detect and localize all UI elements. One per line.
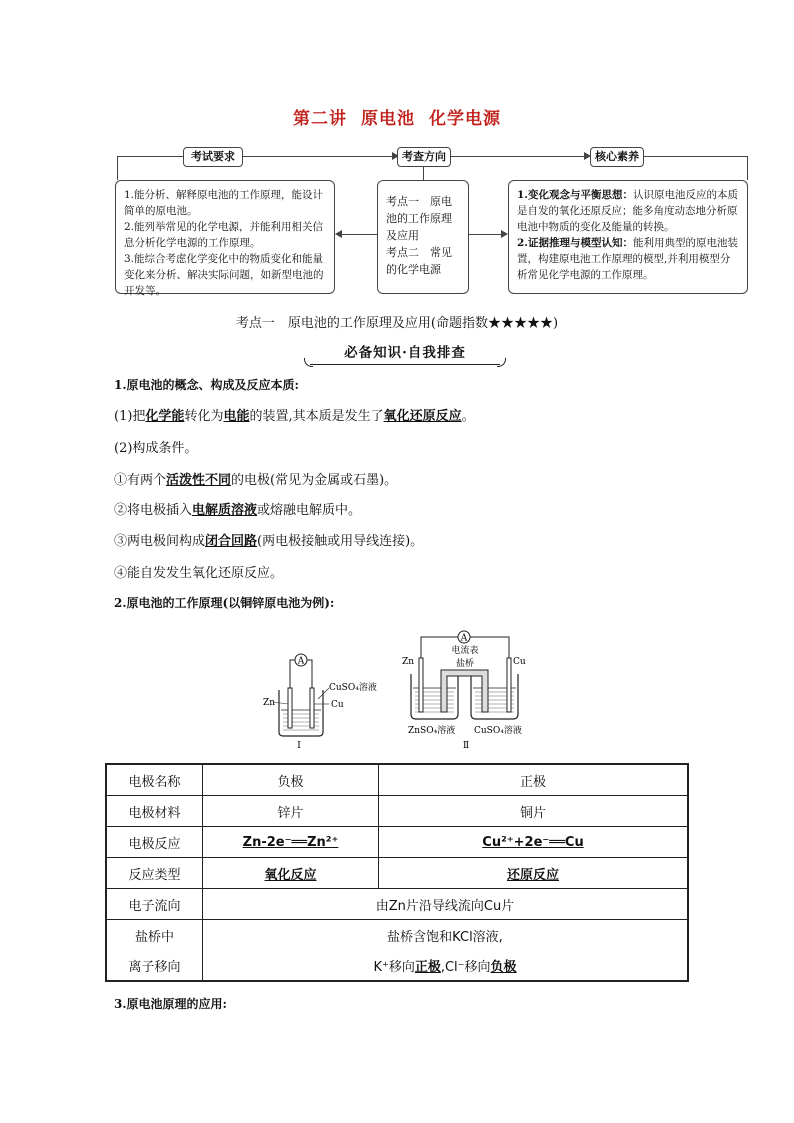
map-right-header: 核心素养 [590,147,644,167]
banner-text: 必备知识·自我排查 [344,345,466,361]
table-row: 盐桥中 盐桥含饱和KCl溶液, [106,920,688,951]
map-left-drop [117,156,118,180]
map-center-header: 考查方向 [397,147,451,167]
condition-1: ①有两个活泼性不同的电极(常见为金属或石墨)。 [114,473,398,488]
svg-text:Cu: Cu [331,700,344,710]
banner-left-curl [304,358,313,367]
table-row: 电极材料 锌片 铜片 [106,796,688,827]
cell-diagram-2 [402,631,526,751]
requirement-item: 3.能综合考虑化学变化中的物质变化和能量变化来分析、解决实际问题，如新型电池的开发等。 [124,253,324,297]
table-row: 离子移向 K⁺移向正极,Cl⁻移向负极 [106,950,688,981]
condition-2: ②将电极插入电解质溶液或熔融电解质中。 [114,503,362,518]
svg-text:CuSO₄溶液: CuSO₄溶液 [329,683,377,693]
electrode-table [105,763,689,982]
map-left-arrow-line [341,234,377,235]
banner-right-curl [497,358,506,367]
page-title [0,104,794,129]
arrow-right-icon [501,230,508,238]
literacy-item: 1.变化观念与平衡思想：认识原电池反应的本质是自发的氧化还原反应；能多角度动态地分析原电池中物质的变化及能量的转换。 [517,189,738,233]
svg-text:A: A [460,633,468,644]
table-row: 电极反应 Zn-2e⁻══Zn²⁺ Cu²⁺+2e⁻══Cu [106,827,688,858]
title-part1: 第二讲 [293,109,347,129]
galvanic-cell-diagram [255,624,555,754]
table-row: 电子流向 由Zn片沿导线流向Cu片 [106,889,688,920]
map-right-drop [747,156,748,180]
title-part3: 化学电源 [429,109,501,129]
section3-heading: 3.原电池原理的应用: [114,997,227,1011]
requirement-item: 2.能列举常见的化学电源，并能利用相关信息分析化学电源的工作原理。 [124,221,324,249]
section1-p1: (1)把化学能转化为电能的装置,其本质是发生了氧化还原反应。 [114,409,475,424]
title-part2: 原电池 [361,109,415,129]
svg-text:Zn: Zn [263,698,276,708]
map-center-drop [423,165,424,180]
salt-bridge [441,670,488,712]
condition-4: ④能自发发生氧化还原反应。 [114,566,284,581]
section1-heading: 1.原电池的概念、构成及反应本质: [114,378,299,392]
section1-p2: (2)构成条件。 [114,441,198,456]
section2-heading: 2.原电池的工作原理(以铜锌原电池为例): [114,596,335,610]
condition-3: ③两电极间构成闭合回路(两电极接触或用导线连接)。 [114,534,424,549]
map-right-arrow-line [469,234,502,235]
table-row: 电极名称 负极 正极 [106,764,688,796]
map-left-box [115,180,335,297]
svg-text:ZnSO₄溶液: ZnSO₄溶液 [408,726,456,736]
svg-text:电流表: 电流表 [451,646,479,656]
svg-text:Ⅰ: Ⅰ [297,741,301,751]
requirement-item: 1.能分析、解释原电池的工作原理，能设计简单的原电池。 [124,189,324,217]
map-right-box [508,180,748,294]
svg-text:A: A [297,656,305,667]
map-center-box [377,180,469,294]
arrow-left-icon [335,230,342,238]
svg-text:CuSO₄溶液: CuSO₄溶液 [474,726,522,736]
svg-text:Ⅱ: Ⅱ [462,741,470,751]
cell-diagram-1 [263,654,377,751]
map-left-header: 考试要求 [183,147,243,167]
exam-direction-item: 考点二 常见的化学电源 [386,246,452,276]
banner-underline [310,364,500,366]
svg-text:盐桥: 盐桥 [455,659,475,669]
literacy-item: 2.证据推理与模型认知：能利用典型的原电池装置，构建原电池工作原理的模型,并利用模型分析常见化学电源的工作原理。 [517,237,738,281]
section-banner [310,342,500,364]
exam-direction-item: 考点一 原电池的工作原理及应用 [386,195,452,242]
exam-point-title: 考点一 原电池的工作原理及应用(命题指数★★★★★) [235,316,559,331]
svg-text:Zn: Zn [402,657,415,667]
svg-text:Cu: Cu [513,657,526,667]
table-row: 反应类型 氧化反应 还原反应 [106,858,688,889]
